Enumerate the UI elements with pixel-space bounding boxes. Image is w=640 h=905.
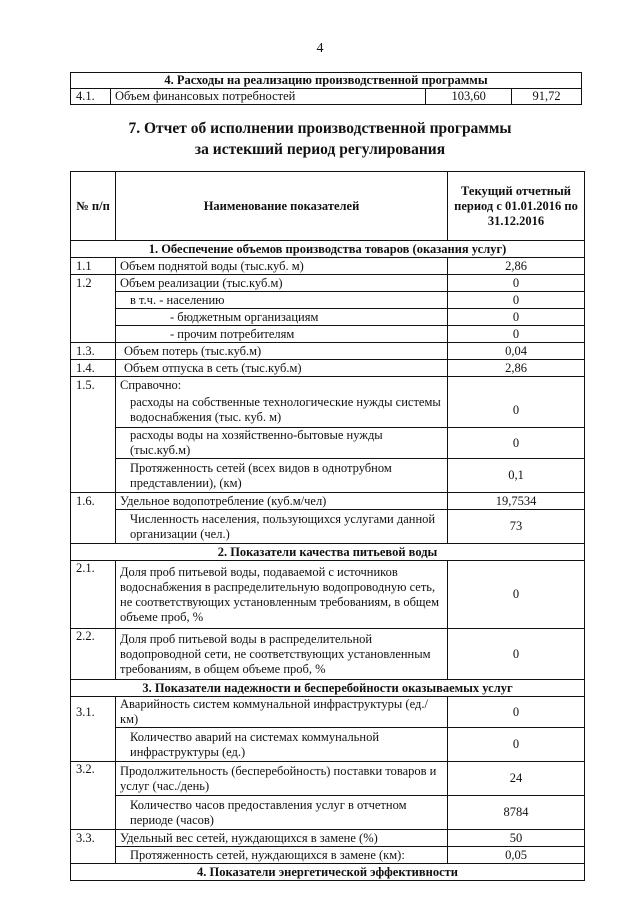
table-row [71, 762, 585, 796]
table-row [71, 629, 585, 680]
row-number: 1.2 [71, 275, 116, 292]
row-number: 1.4. [71, 360, 116, 377]
table-section-row [71, 73, 582, 89]
table-row [71, 428, 585, 459]
row-number [71, 309, 116, 326]
row-value: 0 [448, 394, 585, 428]
row-name: Объем финансовых потребностей [110, 89, 425, 105]
row-value: 0,1 [448, 459, 585, 493]
table-row [71, 377, 585, 394]
header-num: № п/п [71, 172, 116, 241]
row-value: 24 [448, 762, 585, 796]
row-name: Количество часов предоставления услуг в отчетном периоде (часов) [116, 796, 448, 830]
row-number [71, 510, 116, 544]
row-value: 0 [448, 292, 585, 309]
table-row [71, 394, 585, 428]
report-heading [0, 118, 640, 160]
row-name: Доля проб питьевой воды в распределительной водопроводной сети, не соответствующих установленным требованиям, в общем объеме проб, % [116, 629, 448, 680]
row-name: Численность населения, пользующихся услугами данной организации (чел.) [116, 510, 448, 544]
row-value-1: 103,60 [426, 89, 512, 105]
table-row [71, 326, 585, 343]
row-value: 19,7534 [448, 493, 585, 510]
row-name: Справочно: [116, 377, 448, 394]
section-title: 4. Расходы на реализацию производственной программы [71, 73, 582, 89]
row-name: Удельное водопотребление (куб.м/чел) [116, 493, 448, 510]
row-number: 3.3. [71, 830, 116, 847]
section-1-title: 1. Обеспечение объемов производства товаров (оказания услуг) [71, 241, 585, 258]
section-row [71, 680, 585, 697]
table-row [71, 89, 582, 105]
row-value: 0,05 [448, 847, 585, 864]
row-number: 3.2. [71, 762, 116, 796]
row-name: - бюджетным организациям [116, 309, 448, 326]
row-value: 0 [448, 428, 585, 459]
row-name: Объем реализации (тыс.куб.м) [116, 275, 448, 292]
row-name: Доля проб питьевой воды, подаваемой с источников водоснабжения в распределительную водопроводную сеть, не соответствующих установленным требованиям, в общем объеме проб, % [116, 561, 448, 629]
row-value: 0 [448, 629, 585, 680]
row-number: 4.1. [71, 89, 111, 105]
header-name: Наименование показателей [116, 172, 448, 241]
row-number [71, 728, 116, 762]
row-name: Объем потерь (тыс.куб.м) [116, 343, 448, 360]
row-value: 8784 [448, 796, 585, 830]
table-row [71, 561, 585, 629]
row-name: Аварийность систем коммунальной инфраструктуры (ед./км) [116, 697, 448, 728]
row-name: Объем отпуска в сеть (тыс.куб.м) [116, 360, 448, 377]
row-value: 0 [448, 326, 585, 343]
row-value: 50 [448, 830, 585, 847]
row-value: 0 [448, 309, 585, 326]
row-name: расходы воды на хозяйственно-бытовые нужды (тыс.куб.м) [116, 428, 448, 459]
table-row [71, 292, 585, 309]
section-2-title: 2. Показатели качества питьевой воды [71, 544, 585, 561]
row-number [71, 326, 116, 343]
table-row [71, 343, 585, 360]
table-row [71, 847, 585, 864]
table-row [71, 796, 585, 830]
row-value-2: 91,72 [512, 89, 582, 105]
row-number [71, 428, 116, 459]
heading-line-2: за истекший период регулирования [194, 141, 446, 158]
row-name: расходы на собственные технологические нужды системы водоснабжения (тыс. куб. м) [116, 394, 448, 428]
header-period: Текущий отчетный период с 01.01.2016 по 31.12.2016 [448, 172, 585, 241]
row-value: 0 [448, 275, 585, 292]
row-number: 2.2. [71, 629, 116, 680]
section-3-title: 3. Показатели надежности и бесперебойности оказываемых услуг [71, 680, 585, 697]
page-number: 4 [316, 41, 324, 56]
expenses-table [70, 72, 582, 105]
table-row [71, 360, 585, 377]
table-row [71, 728, 585, 762]
section-row [71, 864, 585, 881]
table-row [71, 258, 585, 275]
row-value [448, 377, 585, 394]
report-table [70, 171, 585, 881]
row-name: Удельный вес сетей, нуждающихся в замене (%) [116, 830, 448, 847]
row-value: 73 [448, 510, 585, 544]
row-value: 0 [448, 561, 585, 629]
section-row [71, 544, 585, 561]
row-name: Продолжительность (бесперебойность) поставки товаров и услуг (час./день) [116, 762, 448, 796]
table-row [71, 697, 585, 728]
row-number: 2.1. [71, 561, 116, 629]
row-number: 1.6. [71, 493, 116, 510]
row-name: в т.ч. - населению [116, 292, 448, 309]
row-number [71, 394, 116, 428]
row-number: 1.3. [71, 343, 116, 360]
table-row [71, 275, 585, 292]
row-name: Количество аварий на системах коммунальной инфраструктуры (ед.) [116, 728, 448, 762]
row-name: Протяженность сетей (всех видов в однотрубном представлении), (км) [116, 459, 448, 493]
row-number [71, 292, 116, 309]
table-row [71, 510, 585, 544]
row-number [71, 796, 116, 830]
row-number: 1.1 [71, 258, 116, 275]
row-value: 0,04 [448, 343, 585, 360]
row-name: Объем поднятой воды (тыс.куб. м) [116, 258, 448, 275]
row-value: 2,86 [448, 360, 585, 377]
heading-line-1: 7. Отчет об исполнении производственной программы [128, 120, 512, 137]
row-value: 0 [448, 697, 585, 728]
row-name: Протяженность сетей, нуждающихся в замене (км): [116, 847, 448, 864]
section-row [71, 241, 585, 258]
table-row [71, 459, 585, 493]
section-4-title: 4. Показатели энергетической эффективности [71, 864, 585, 881]
row-number: 1.5. [71, 377, 116, 394]
table-row [71, 493, 585, 510]
table-row [71, 830, 585, 847]
row-value: 0 [448, 728, 585, 762]
row-number [71, 847, 116, 864]
row-name: - прочим потребителям [116, 326, 448, 343]
row-number: 3.1. [71, 697, 116, 728]
row-number [71, 459, 116, 493]
table-row [71, 309, 585, 326]
header-row [71, 172, 585, 241]
row-value: 2,86 [448, 258, 585, 275]
